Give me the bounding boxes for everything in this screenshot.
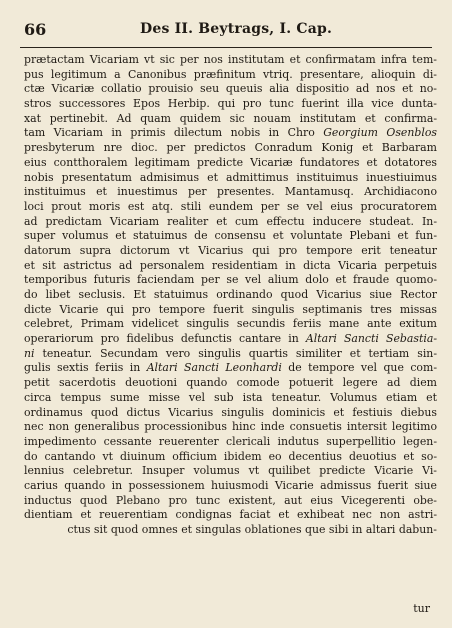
text-segment: tam Vicariam in primis dilectum nobis in Chro bbox=[24, 126, 324, 140]
text-segment: lennius celebretur. Insuper volumus vt quilibet predicte Vicarie Vi- bbox=[24, 464, 437, 478]
italic-segment: ni bbox=[24, 346, 35, 360]
text-line bbox=[24, 200, 437, 215]
text-line bbox=[24, 361, 437, 376]
text-segment: ad predictam Vicariam realiter et cum effectu inducere studeat. In- bbox=[24, 214, 437, 228]
text-segment: circa tempus sume misse vel sub ista teneatur. Volumus etiam et bbox=[24, 390, 437, 404]
text-segment: nec non generalibus processionibus hinc inde consuetis intersit legitimo bbox=[24, 420, 437, 434]
text-line bbox=[24, 156, 437, 171]
text-line bbox=[24, 450, 437, 465]
text-line bbox=[24, 479, 437, 494]
text-segment: et sit astrictus ad personalem residentiam in dicta Vicaria perpetuis bbox=[24, 258, 437, 272]
text-segment: nobis presentatum admisimus et admittimus instituimus inuestiuimus bbox=[24, 170, 437, 184]
page-header bbox=[0, 0, 452, 50]
text-line bbox=[24, 317, 437, 332]
text-line bbox=[24, 391, 437, 406]
text-segment: ordinamus quod dictus Vicarius singulis dominicis et festiuis diebus bbox=[24, 405, 437, 419]
text-segment: loci prout moris est atq. stili eundem per se vel eius procuratorem bbox=[24, 199, 437, 213]
text-segment: petit sacerdotis deuotioni quando comode potuerit legere ad diem bbox=[24, 376, 437, 390]
header-rule bbox=[20, 47, 432, 48]
running-head: Des II. Beytrags, I. Cap. bbox=[140, 21, 333, 37]
text-segment: de tempore vel que com- bbox=[281, 361, 437, 375]
text-segment: dientiam et reuerentiam condignas faciat et exhibeat nec non astri- bbox=[24, 508, 437, 522]
text-segment: xat pertinebit. Ad quam quidem sic nouam institutam et confirma- bbox=[24, 111, 437, 125]
text-segment: datorum supra dictorum vt Vicarius qui pro tempore erit teneatur bbox=[24, 243, 437, 257]
text-line bbox=[24, 494, 437, 509]
text-segment: stros successores Epos Herbip. qui pro tunc fuerint illa vice dunta- bbox=[24, 97, 437, 111]
text-line bbox=[24, 376, 437, 391]
text-line bbox=[24, 244, 437, 259]
text-segment: instituimus et inuestimus per presentes. Mantamusq. Archidiacono bbox=[24, 185, 437, 199]
text-line bbox=[24, 303, 437, 318]
text-line bbox=[24, 332, 437, 347]
text-segment: gulis sextis feriis in bbox=[24, 361, 147, 375]
text-line bbox=[24, 406, 437, 421]
text-segment: celebret, Primam videlicet singulis secundis feriis mane ante exitum bbox=[24, 317, 437, 331]
italic-segment: Georgium Osenblos bbox=[323, 126, 437, 140]
text-line bbox=[24, 420, 437, 435]
text-segment: teneatur. Secundam vero singulis quartis similiter et tertiam sin- bbox=[34, 346, 437, 360]
text-line bbox=[24, 112, 437, 127]
text-line bbox=[24, 97, 437, 112]
text-segment: impedimento cessante reuerenter clericali indutus superpellitio legen- bbox=[24, 434, 437, 448]
text-segment: inductus quod Plebano pro tunc existent, aut eius Vicegerenti obe- bbox=[24, 493, 437, 507]
text-segment: ctus sit quod omnes et singulas oblationes que sibi in altari dabun- bbox=[67, 523, 437, 536]
text-line bbox=[24, 288, 437, 303]
text-segment: temporibus futuris faciendam per se vel alium dolo et fraude quomo- bbox=[24, 273, 437, 287]
text-line bbox=[24, 508, 437, 523]
text-segment: carius quando in possessionem huiusmodi Vicarie admissus fuerit siue bbox=[24, 478, 437, 492]
text-line bbox=[24, 82, 437, 97]
text-line bbox=[24, 171, 437, 186]
text-line bbox=[24, 347, 437, 362]
text-line bbox=[24, 53, 437, 68]
text-line bbox=[24, 273, 437, 288]
text-segment: do libet seclusis. Et statuimus ordinando quod Vicarius siue Rector bbox=[24, 288, 437, 301]
text-line bbox=[24, 68, 437, 83]
text-line bbox=[24, 126, 437, 141]
text-line bbox=[24, 523, 437, 538]
text-line bbox=[24, 185, 437, 200]
text-line bbox=[24, 259, 437, 274]
text-line bbox=[24, 215, 437, 230]
text-line bbox=[24, 435, 437, 450]
text-line bbox=[24, 141, 437, 156]
catchword: tur bbox=[413, 602, 430, 615]
text-segment: dicte Vicarie qui pro tempore fuerit singulis septimanis tres missas bbox=[24, 302, 437, 316]
text-segment: super volumus et statuimus de consensu et voluntate Plebani et fun- bbox=[24, 229, 437, 243]
text-segment: presbyterum nre dioc. per predictos Conradum Konig et Barbaram bbox=[24, 141, 437, 155]
italic-segment: Altari Sancti Leonhardi bbox=[146, 361, 282, 375]
text-segment: operariorum pro fidelibus defunctis cantare in bbox=[24, 332, 306, 346]
text-segment: do cantando vt diuinum officium ibidem eo decentius deuotius et so- bbox=[24, 449, 437, 463]
page-number: 66 bbox=[24, 20, 47, 39]
text-segment: prætactam Vicariam vt sic per nos institutam et confirmatam infra tem- bbox=[24, 53, 437, 66]
text-segment: pus legitimum a Canonibus præfinitum vtriq. presentare, alioquin di- bbox=[24, 67, 437, 81]
text-segment: eius contthoralem legitimam predicte Vicariæ fundatores et dotatores bbox=[24, 155, 437, 169]
italic-segment: Altari Sancti Sebastia- bbox=[305, 332, 437, 346]
text-line bbox=[24, 464, 437, 479]
text-line bbox=[24, 229, 437, 244]
text-segment: ctæ Vicariæ collatio prouisio seu queuis alia dispositio ad nos et no- bbox=[24, 82, 437, 96]
body-text bbox=[24, 53, 437, 538]
